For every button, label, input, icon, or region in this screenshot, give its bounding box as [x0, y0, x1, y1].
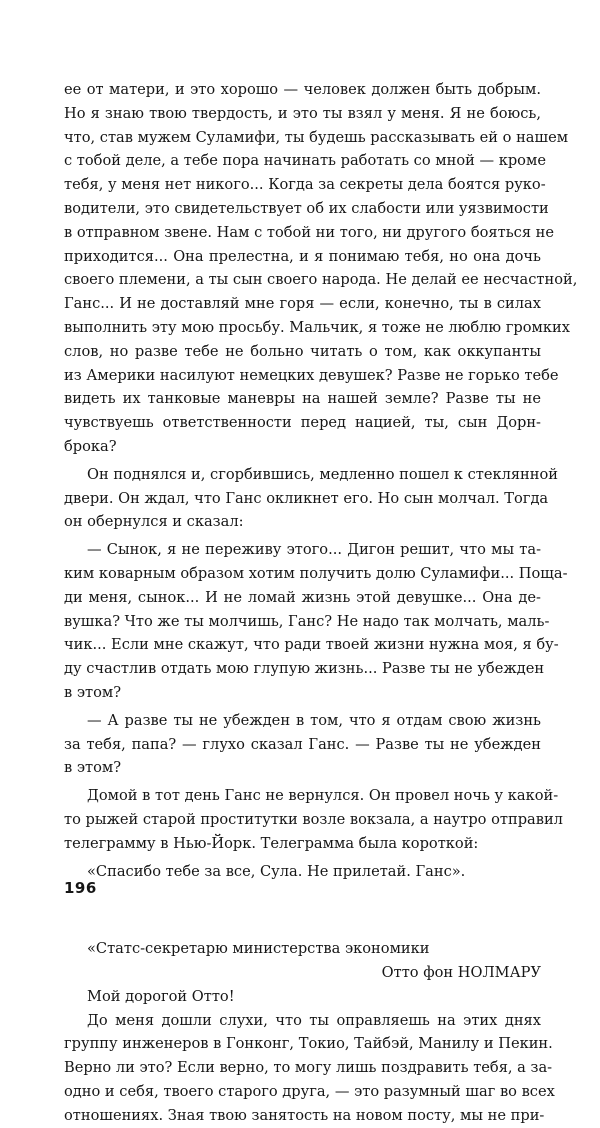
letter-addressee-name: Отто фон НОЛМАРУ	[381, 964, 541, 982]
paragraph-son-plea	[64, 538, 568, 705]
text-line: Он поднялся и, сгорбившись, медленно пошел к стеклянной	[87, 465, 559, 483]
text-line: «Спасибо тебе за все, Сула. Не прилетай. Ганс».	[87, 862, 466, 880]
text-line: тебя, у меня нет никого... Когда за секреты дела боятся руко-	[64, 176, 546, 194]
text-line: в этом?	[64, 759, 122, 777]
text-line: своего племени, а ты сын своего народа. Не делай ее несчастной,	[64, 271, 578, 289]
text-line: Но я знаю твою твердость, и это ты взял у меня. Я не боюсь,	[64, 104, 541, 122]
text-line: что, став мужем Суламифи, ты будешь рассказывать ей о нашем	[64, 128, 569, 146]
paragraph-father-speech	[64, 78, 578, 459]
text-line: в этом?	[64, 683, 122, 701]
text-line: — А разве ты не убежден в том, что я отдам свою жизнь	[87, 711, 541, 729]
text-line: слов, но разве тебе не больно читать о том, как оккупанты	[64, 342, 541, 360]
letter-greeting: Мой дорогой Отто!	[87, 987, 235, 1005]
text-line: брока?	[64, 437, 117, 455]
text-line: группу инженеров в Гонконг, Токио, Тайбэй, Манилу и Пекин.	[64, 1035, 553, 1053]
text-line: Верно ли это? Если верно, то могу лишь поздравить тебя, а за-	[64, 1059, 553, 1077]
text-line: чувствуешь ответственности перед нацией, ты, сын Дорн-	[64, 414, 541, 432]
text-line: одно и себя, твоего старого друга, — это разумный шаг во всех	[64, 1083, 555, 1101]
text-column	[64, 78, 578, 1128]
text-line: вушка? Что же ты молчишь, Ганс? Не надо так молчать, маль-	[64, 612, 550, 630]
text-line: то рыжей старой проститутки возле вокзала, а наутро отправил	[64, 810, 563, 828]
text-line: видеть их танковые маневры на нашей земле? Разве ты не	[64, 390, 541, 408]
text-line: водители, это свидетельствует об их слабости или уязвимости	[64, 199, 549, 217]
text-line: двери. Он ждал, что Ганс окликнет его. Но сын молчал. Тогда	[64, 489, 549, 507]
text-line: До меня дошли слухи, что ты оправляешь на этих днях	[87, 1011, 541, 1029]
text-line: Ганс... И не доставляй мне горя — если, конечно, ты в силах	[64, 295, 541, 313]
letter-addressee-title: «Статс-секретарю министерства экономики	[87, 940, 430, 958]
text-line: телеграмму в Нью-Йорк. Телеграмма была короткой:	[64, 834, 479, 852]
text-line: — Сынок, я не переживу этого... Дигон решит, что мы та-	[87, 541, 541, 559]
text-line: Домой в тот день Ганс не вернулся. Он провел ночь у какой-	[87, 787, 559, 805]
text-line: с тобой деле, а тебе пора начинать работать со мной — кроме	[64, 152, 546, 170]
paragraph-telegram-intro	[64, 784, 563, 855]
text-line: за тебя, папа? — глухо сказал Ганс. — Разве ты не убежден	[64, 735, 541, 753]
telegram-text	[64, 860, 541, 884]
page-number: 196	[64, 879, 97, 897]
text-line: ду счастлив отдать мою глупую жизнь... Разве ты не убежден	[64, 660, 545, 678]
paragraph-hans-reply	[64, 709, 541, 780]
text-line: ее от матери, и это хорошо — человек должен быть добрым.	[64, 81, 541, 98]
paragraph-stood-up	[64, 463, 559, 534]
letter-body	[64, 1009, 555, 1128]
text-line: чик... Если мне скажут, что ради твоей жизни нужна моя, я бу-	[64, 636, 559, 654]
text-line: в отправном звене. Нам с тобой ни того, ни другого бояться не	[64, 223, 555, 241]
text-line: он обернулся и сказал:	[64, 513, 244, 531]
text-line: отношениях. Зная твою занятость на новом посту, мы не при-	[64, 1106, 545, 1124]
text-line: приходится... Она прелестна, и я понимаю тебя, но она дочь	[64, 247, 541, 265]
text-line: из Америки насилуют немецких девушек? Разве не горько тебе	[64, 366, 559, 384]
text-line: ди меня, сынок... И не ломай жизнь этой девушке... Она де-	[64, 588, 541, 606]
text-line: выполнить эту мою просьбу. Мальчик, я тоже не люблю громких	[64, 318, 570, 336]
text-line: ким коварным образом хотим получить долю Суламифи... Поща-	[64, 564, 568, 582]
